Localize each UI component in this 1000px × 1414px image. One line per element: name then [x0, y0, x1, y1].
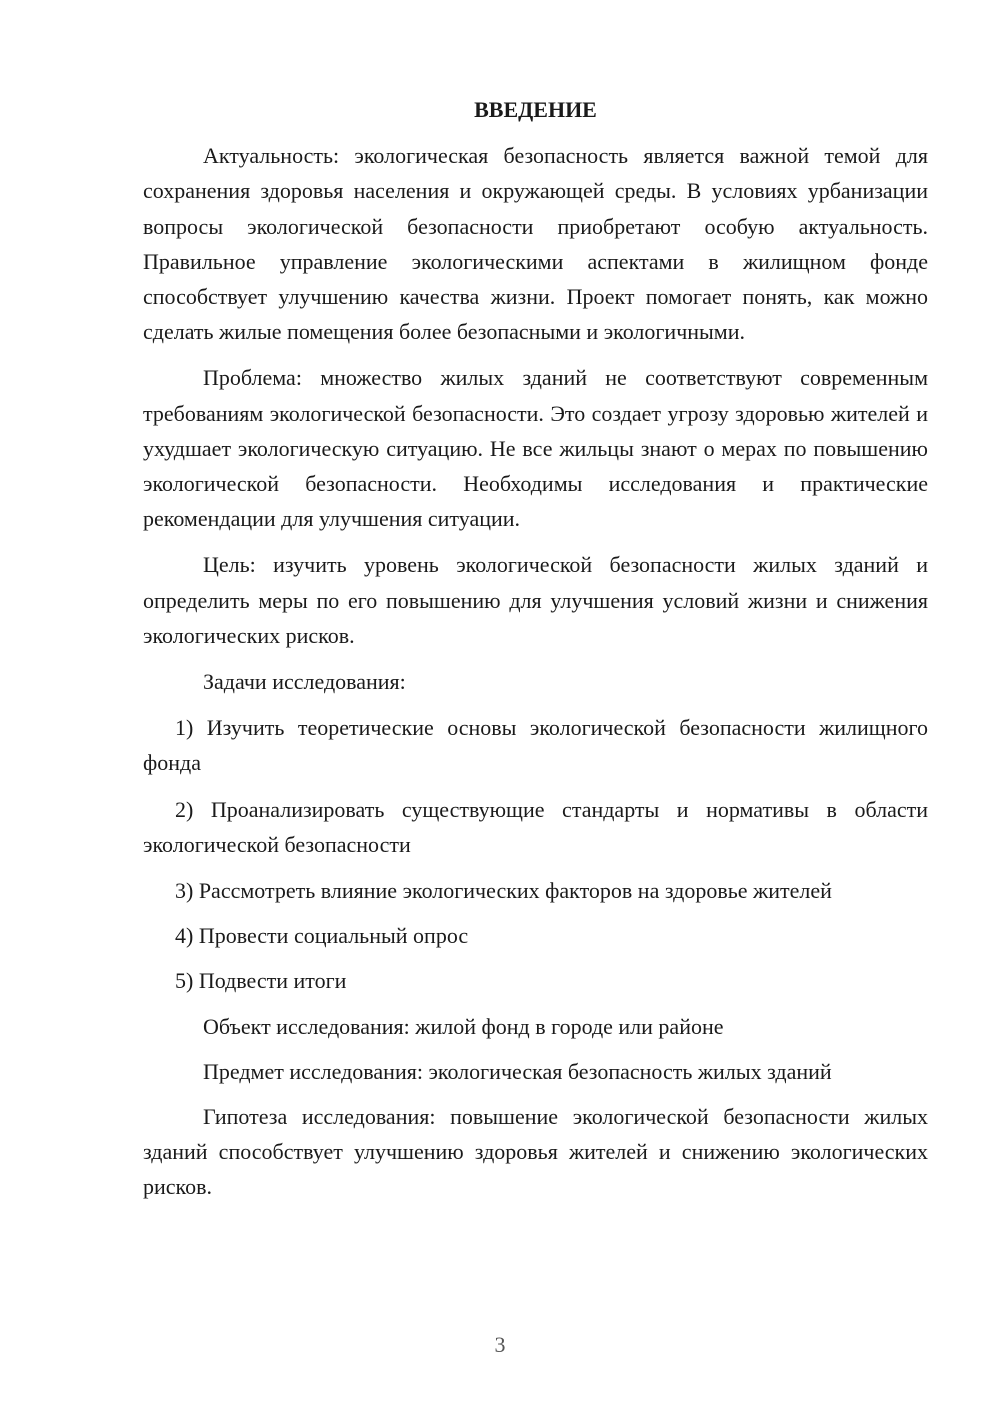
paragraph-subject: Предмет исследования: экологическая безопасность жилых зданий [203, 1058, 832, 1084]
section-title: ВВЕДЕНИЕ [474, 97, 597, 122]
paragraph-relevance: Актуальность: экологическая безопасность является важной темой для сохранения здоровья населения и окружающей среды. В условиях урбанизации вопросы экологической безопасности приобретают особую актуальность. Правильное управление экологическими аспектами в жилищном фонде способствует улучшению качества жизни. Проект помогает понять, как можно сделать жилые помещения более безопасными и экологичными. [143, 143, 928, 345]
task-item: 5) Подвести итоги [175, 968, 347, 994]
document-page [143, 92, 928, 1216]
task-item: 4) Провести социальный опрос [175, 923, 469, 949]
tasks-heading: Задачи исследования: [203, 669, 406, 695]
page-number: 3 [494, 1332, 506, 1357]
paragraph-hypothesis: Гипотеза исследования: повышение экологической безопасности жилых зданий способствует улучшению здоровья жителей и снижению экологических рисков. [143, 1104, 928, 1200]
task-item: 2) Проанализировать существующие стандарты и нормативы в области экологической безопасности [143, 796, 928, 857]
paragraph-object: Объект исследования: жилой фонд в городе или районе [203, 1013, 724, 1039]
task-item: 1) Изучить теоретические основы экологической безопасности жилищного фонда [143, 715, 928, 776]
task-item: 3) Рассмотреть влияние экологических факторов на здоровье жителей [175, 878, 832, 904]
paragraph-problem: Проблема: множество жилых зданий не соответствуют современным требованиям экологической безопасности. Это создает угрозу здоровью жителей и ухудшает экологическую ситуацию. Не все жильцы знают о мерах по повышению экологической безопасности. Необходимы исследования и практические рекомендации для улучшения ситуации. [143, 365, 928, 532]
paragraph-goal: Цель: изучить уровень экологической безопасности жилых зданий и определить меры по его повышению для улучшения условий жизни и снижения экологических рисков. [143, 552, 928, 648]
